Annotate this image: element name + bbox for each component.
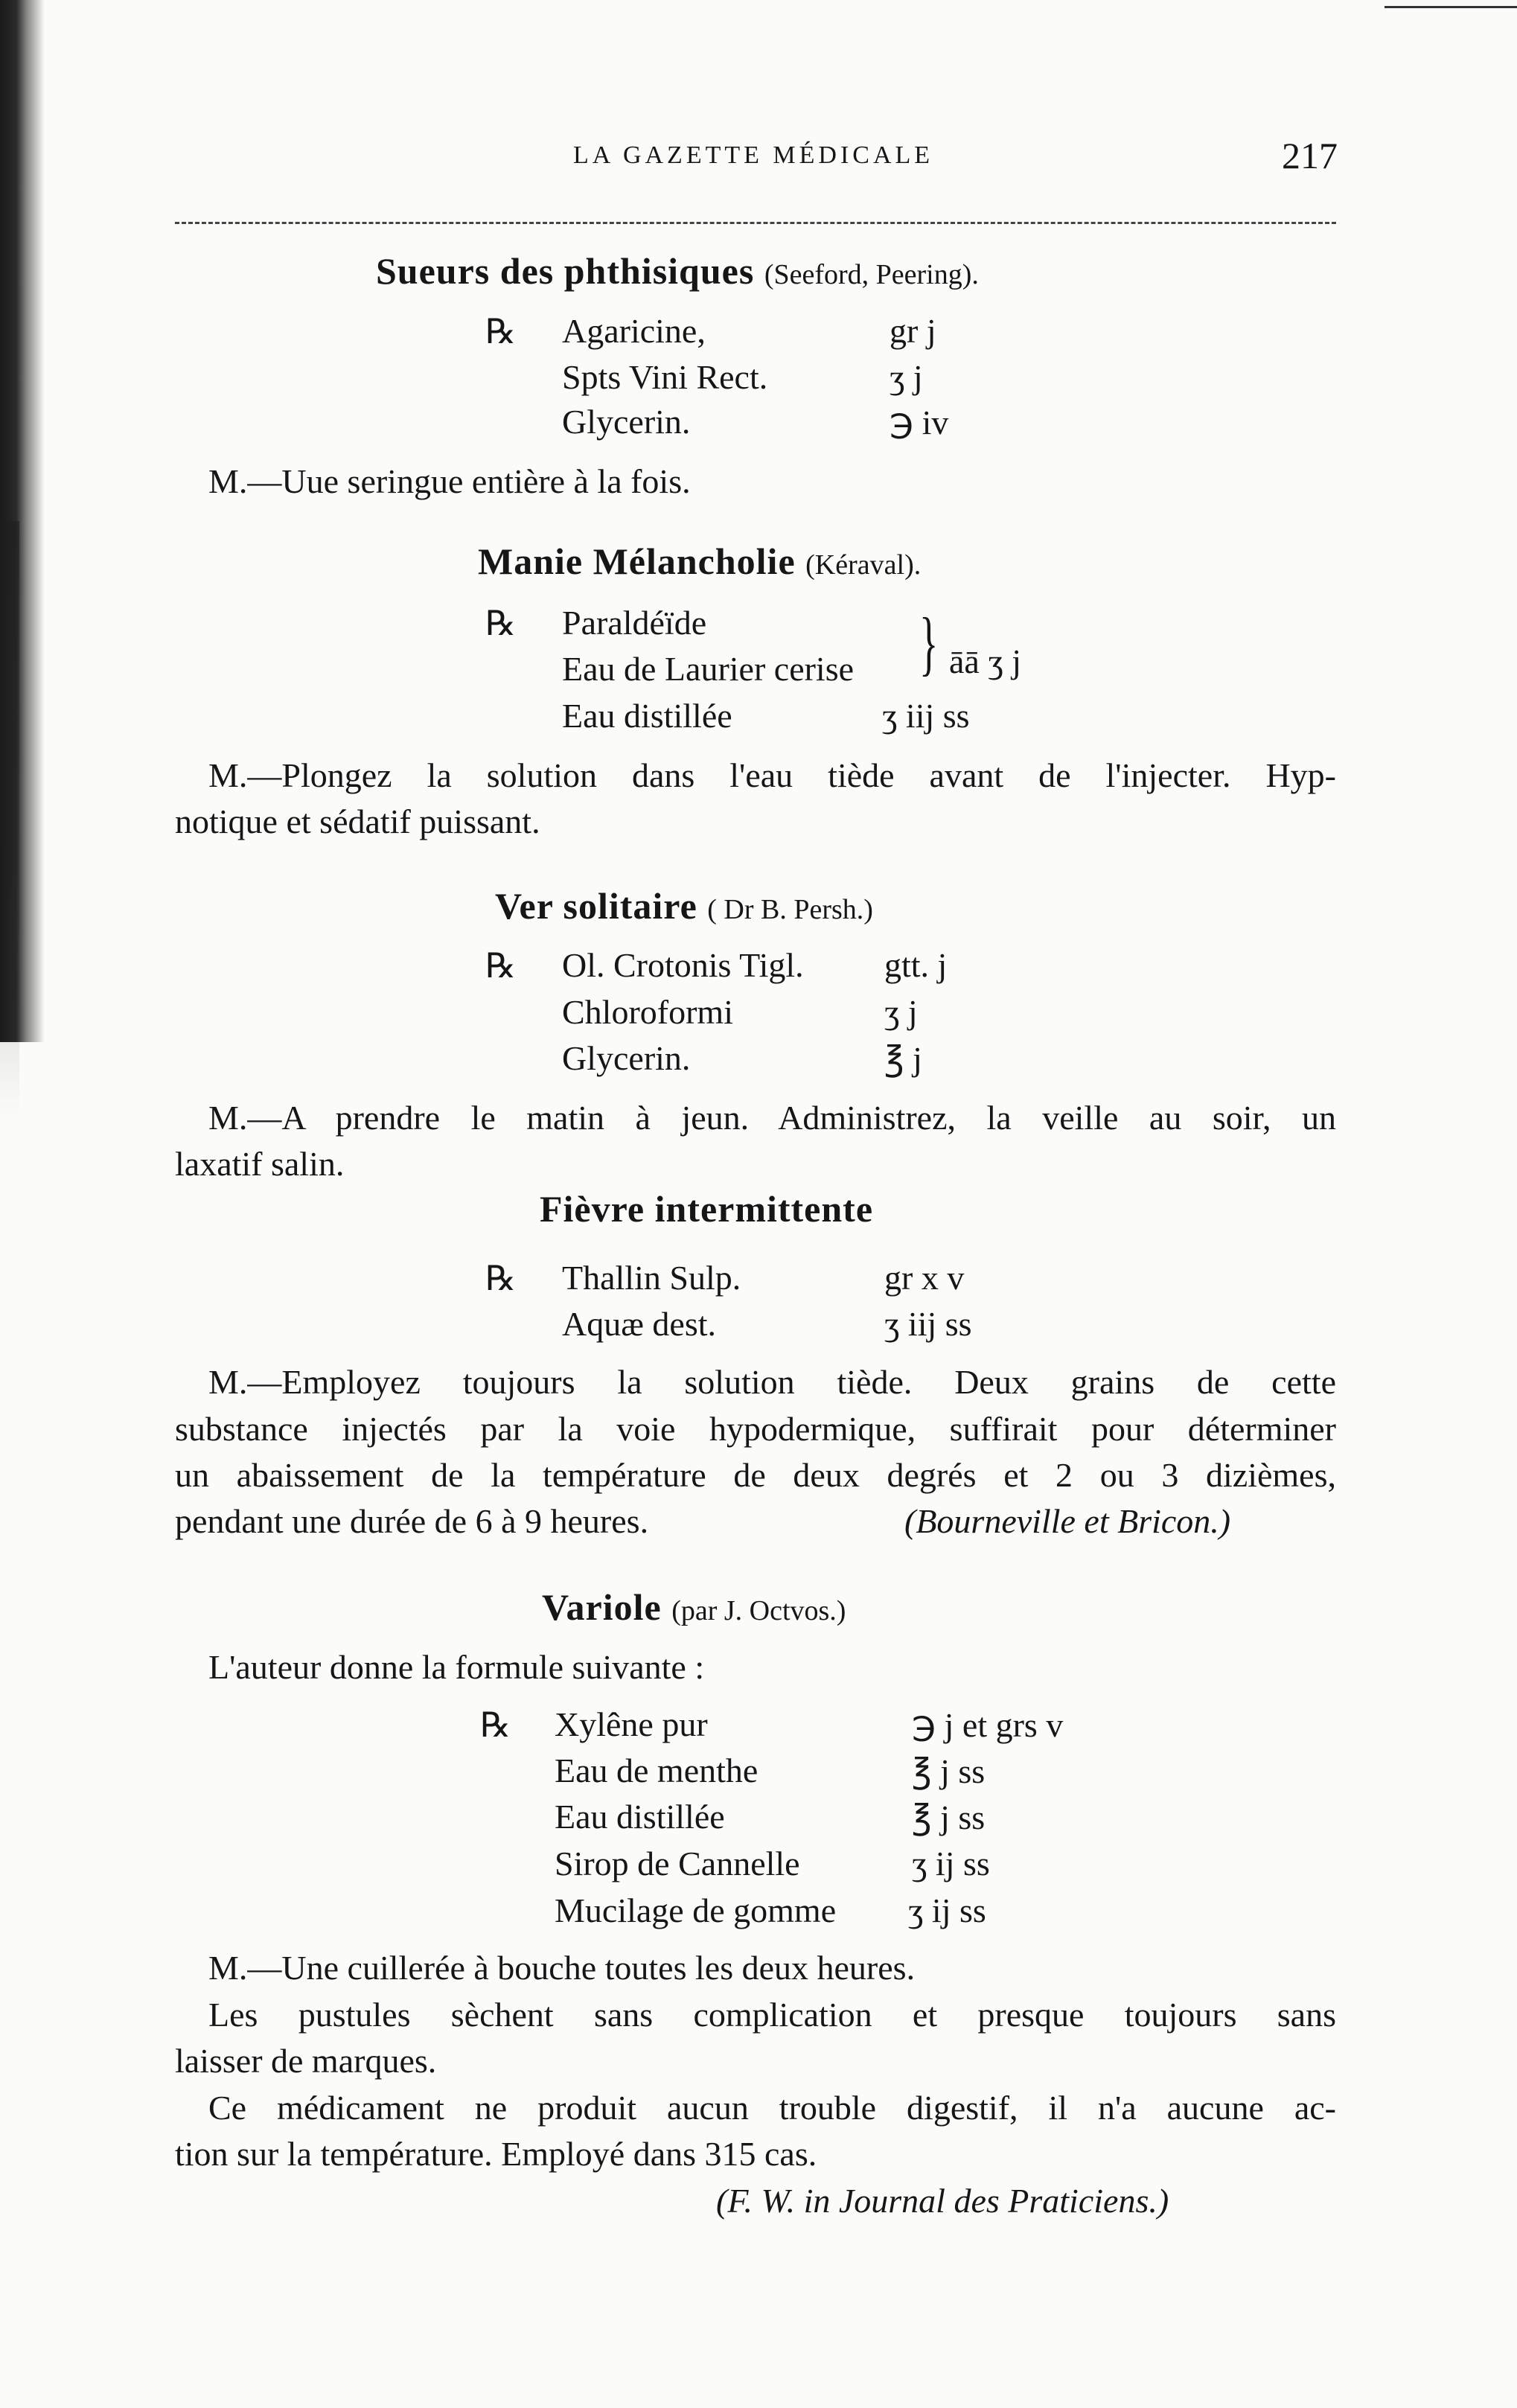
dose: ʒ iij ss xyxy=(884,1305,972,1343)
section-source: ( Dr B. Persh.) xyxy=(707,894,873,925)
section-title: Sueurs des phthisiques xyxy=(376,250,755,292)
page-number: 217 xyxy=(1282,135,1338,176)
ingredient: Mucilage de gomme xyxy=(555,1891,837,1929)
section-heading-variole xyxy=(542,1585,846,1629)
ingredient: Eau distillée xyxy=(562,697,732,735)
dose: ʒ iij ss xyxy=(882,697,970,735)
prescription-note-line: M.—A prendre le matin à jeun. Administrez, la veille au soir, un xyxy=(208,1099,1336,1137)
dose: ℥ j xyxy=(884,1040,922,1078)
ingredient: Ol. Crotonis Tigl. xyxy=(562,946,804,984)
ingredient: Chloroformi xyxy=(562,993,733,1031)
dose: gr j xyxy=(890,312,936,350)
ingredient: Thallin Sulp. xyxy=(562,1259,741,1297)
prescription-note: M.—Une cuillerée à bouche toutes les deux heures. xyxy=(208,1949,916,1987)
dose: ℈ j et grs v xyxy=(912,1706,1064,1744)
paragraph-line: tion sur la température. Employé dans 315 cas. xyxy=(175,2135,817,2173)
section-title: Ver solitaire xyxy=(495,885,697,927)
dose: gr x v xyxy=(884,1259,965,1297)
intro-line: L'auteur donne la formule suivante : xyxy=(208,1648,705,1686)
prescription-note-line: substance injectés par la voie hypodermique, suffirait pour déterminer xyxy=(175,1410,1336,1448)
ingredient: Sirop de Cannelle xyxy=(555,1845,800,1882)
dose: āā ʒ j xyxy=(949,642,1022,680)
section-source: (par J. Octvos.) xyxy=(671,1595,846,1626)
rx-symbol: ℞ xyxy=(485,947,517,985)
prescription-note: M.—Uue seringue entière à la fois. xyxy=(208,462,691,500)
corner-rule xyxy=(1385,6,1517,8)
prescription-note-line: M.—Plongez la solution dans l'eau tiède avant de l'injecter. Hyp- xyxy=(208,756,1336,794)
rx-symbol: ℞ xyxy=(485,313,517,351)
ingredient: Spts Vini Rect. xyxy=(562,358,768,396)
ingredient: Glycerin. xyxy=(562,1039,691,1077)
dose: ʒ ij ss xyxy=(908,1891,986,1929)
prescription-note-line: un abaissement de la température de deux degrés et 2 ou 3 dizièmes, xyxy=(175,1456,1336,1494)
prescription-note-line: M.—Employez toujours la solution tiède. Deux grains de cette xyxy=(208,1363,1336,1401)
section-title: Fièvre intermittente xyxy=(540,1188,874,1230)
ingredient: Eau de menthe xyxy=(555,1751,758,1789)
section-source: (Seeford, Peering). xyxy=(764,259,979,290)
prescription-note-line: pendant une durée de 6 à 9 heures. xyxy=(175,1502,649,1540)
dose: gtt. j xyxy=(884,946,948,984)
rx-symbol: ℞ xyxy=(480,1706,511,1744)
citation: (Bourneville et Bricon.) xyxy=(904,1502,1231,1540)
section-heading-fievre xyxy=(540,1187,873,1230)
prescription-note-line: notique et sédatif puissant. xyxy=(175,802,540,840)
rx-symbol: ℞ xyxy=(485,604,517,642)
paragraph-line: Ce médicament ne produit aucun trouble digestif, il n'a aucune ac- xyxy=(208,2089,1336,2127)
dose: ℥ j ss xyxy=(912,1752,986,1790)
ingredient: Glycerin. xyxy=(562,403,691,441)
ingredient: Paraldéïde xyxy=(562,604,707,642)
citation: (F. W. in Journal des Praticiens.) xyxy=(716,2182,1169,2220)
ingredient: Xylêne pur xyxy=(555,1705,708,1743)
section-title: Manie Mélancholie xyxy=(478,540,796,582)
dose: ʒ j xyxy=(890,358,923,396)
paragraph-line: laisser de marques. xyxy=(175,2042,437,2080)
dose: ʒ ij ss xyxy=(912,1845,990,1882)
paragraph-line: Les pustules sèchent sans complication et presque toujours sans xyxy=(208,1996,1336,2034)
ingredient: Eau distillée xyxy=(555,1798,725,1836)
scan-edge-shadow-lower xyxy=(0,521,19,1117)
ingredient: Eau de Laurier cerise xyxy=(562,650,855,688)
prescription-note-line: laxatif salin. xyxy=(175,1145,345,1183)
dose: ʒ j xyxy=(884,993,918,1031)
brace: } xyxy=(919,603,939,683)
dose: ℈ iv xyxy=(890,403,949,441)
rx-symbol: ℞ xyxy=(485,1259,517,1297)
header-rule xyxy=(175,222,1336,224)
ingredient: Aquæ dest. xyxy=(562,1305,716,1343)
section-source: (Kéraval). xyxy=(805,549,922,581)
ingredient: Agaricine, xyxy=(562,312,706,350)
section-heading-manie xyxy=(478,540,921,583)
section-heading-sueurs xyxy=(376,249,979,293)
section-heading-ver-solitaire xyxy=(495,884,873,927)
dose: ℥ j ss xyxy=(912,1798,986,1836)
running-title: LA GAZETTE MÉDICALE xyxy=(573,141,934,169)
section-title: Variole xyxy=(542,1586,662,1628)
